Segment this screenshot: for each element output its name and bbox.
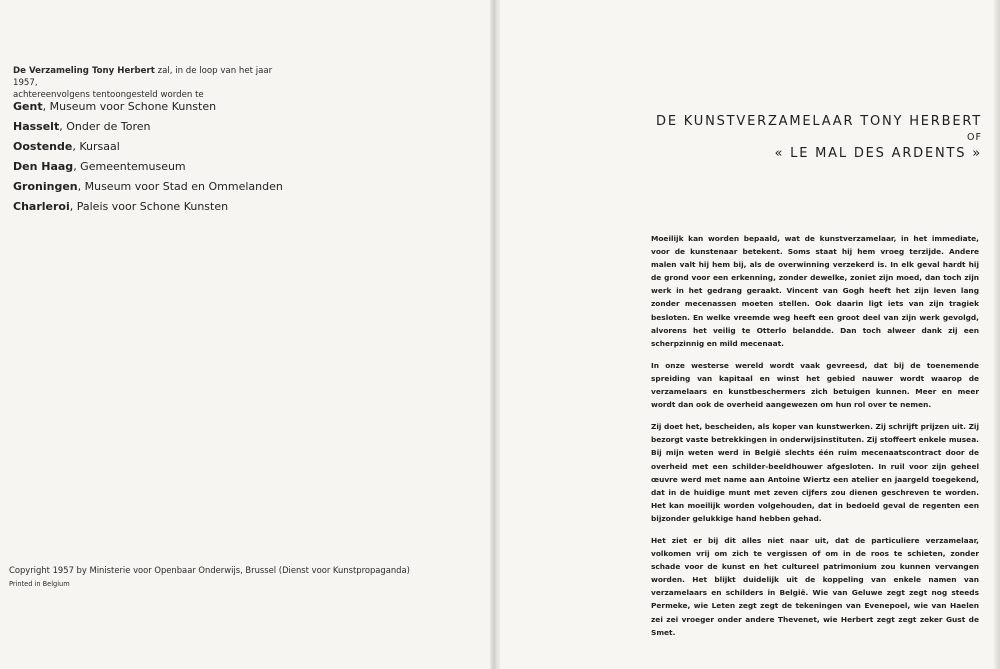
printed-in-notice: Printed in Belgium: [9, 580, 70, 588]
venue-city: Gent: [13, 100, 43, 113]
title-of: OF: [967, 132, 982, 143]
venue-place: Museum voor Stad en Ommelanden: [81, 180, 283, 193]
paragraph: In onze westerse wereld wordt vaak gevreesd, dat bij de toenemende spreiding van kapitaal en winst het gebied nauwer wordt waarop de verzamelaars en kunstbeschermers zich betuigen kunnen. Meer en meer wordt dan ook de overheid aangewezen om hun rol over te nemen.: [651, 360, 979, 410]
copyright-notice: Copyright 1957 by Ministerie voor Openbaar Onderwijs, Brussel (Dienst voor Kunstpropaganda): [9, 565, 410, 575]
venue-place: Gemeentemuseum: [76, 160, 186, 173]
venue-item: Hasselt, Onder de Toren: [13, 120, 151, 133]
venue-item: Charleroi, Paleis voor Schone Kunsten: [13, 200, 229, 213]
venue-city: Den Haag: [13, 160, 74, 173]
paragraph: Zij doet het, bescheiden, als koper van kunstwerken. Zij schrijft prijzen uit. Zij bezorgt vaste betrekkingen in onderwijsinstituten. Zij stoffeert enkele musea. Bij mijn weten werd in België slechts één ruim mecenaatscontract door de overheid met een schilder-beeldhouwer afgesloten. In ruil voor zijn geheel œuvre werd met name aan Antoine Wiertz een atelier en jaargeld toegekend, dat in de huidige munt met zeven cijfers zou dienen geschreven te worden. Het kan moeilijk worden volgehouden, dat in bedoeld geval de regenten een bijzonder gelukkige hand hebben gehad.: [651, 422, 979, 523]
intro-text: [13, 65, 293, 101]
venue-city: Charleroi: [13, 200, 70, 213]
venue-list: [13, 97, 283, 217]
left-page: [0, 0, 492, 669]
book-gutter: [490, 0, 500, 669]
venue-item: Den Haag, Gemeentemuseum: [13, 160, 186, 173]
venue-city: Hasselt: [13, 120, 60, 133]
venue-city: Oostende: [13, 140, 73, 153]
venue-place: Onder de Toren: [62, 120, 151, 133]
venue-item: Groningen, Museum voor Stad en Ommelanden: [13, 180, 283, 193]
intro-line1: zal, in de loop van het jaar 1957,: [13, 66, 273, 88]
intro-line2: achtereenvolgens tentoongesteld worden te: [13, 90, 204, 100]
collection-name: De Verzameling Tony Herbert: [13, 66, 155, 76]
article-body: [651, 232, 979, 648]
venue-city: Groningen: [13, 180, 78, 193]
title-line-2: « LE MAL DES ARDENTS »: [774, 146, 982, 161]
paragraph: Moeilijk kan worden bepaald, wat de kunstverzamelaar, in het immediate, voor de kunstenaar betekent. Soms staat hij hem vroeg terzijde. Andere malen valt hij hem bij, als de overwinning verzekerd is. In elk geval hardt hij de grond voor een erkenning, zonder dewelke, zoniet zijn moed, dan toch zijn werk in het gedrang geraakt. Vincent van Gogh heeft het zijn leven lang zonder mecenassen moeten stellen. Ook daarin ligt iets van zijn tragiek besloten. En welke vreemde weg heeft een groot deel van zijn werk gevolgd, alvorens het veilig te Otterlo belandde. Dan toch alweer dank zij een scherpzinnig en mild mecenaat.: [651, 234, 979, 348]
article-title: [656, 112, 982, 163]
venue-item: Gent, Museum voor Schone Kunsten: [13, 100, 217, 113]
venue-place: Kursaal: [75, 140, 120, 153]
title-line-1: DE KUNSTVERZAMELAAR TONY HERBERT: [656, 114, 982, 129]
venue-place: Paleis voor Schone Kunsten: [73, 200, 229, 213]
page-edge: [994, 0, 1000, 669]
paragraph: Het ziet er bij dit alles niet naar uit, dat de particuliere verzamelaar, volkomen vrij om zich te vergissen of om in de roos te schieten, zonder schade voor de kunst en het cultureel patrimonium zou kunnen vervangen worden. Het blijkt duidelijk uit de koppeling van enkele namen van verzamelaars en schilders in België. Wie van Geluwe zegt zegt nog steeds Permeke, wie Leten zegt zegt de tekeningen van Evenepoel, wie van Haelen zei zei vroeger onder andere Thevenet, wie Herbert zegt zegt zeker Gust de Smet.: [651, 535, 979, 637]
venue-place: Museum voor Schone Kunsten: [46, 100, 217, 113]
venue-item: Oostende, Kursaal: [13, 140, 120, 153]
